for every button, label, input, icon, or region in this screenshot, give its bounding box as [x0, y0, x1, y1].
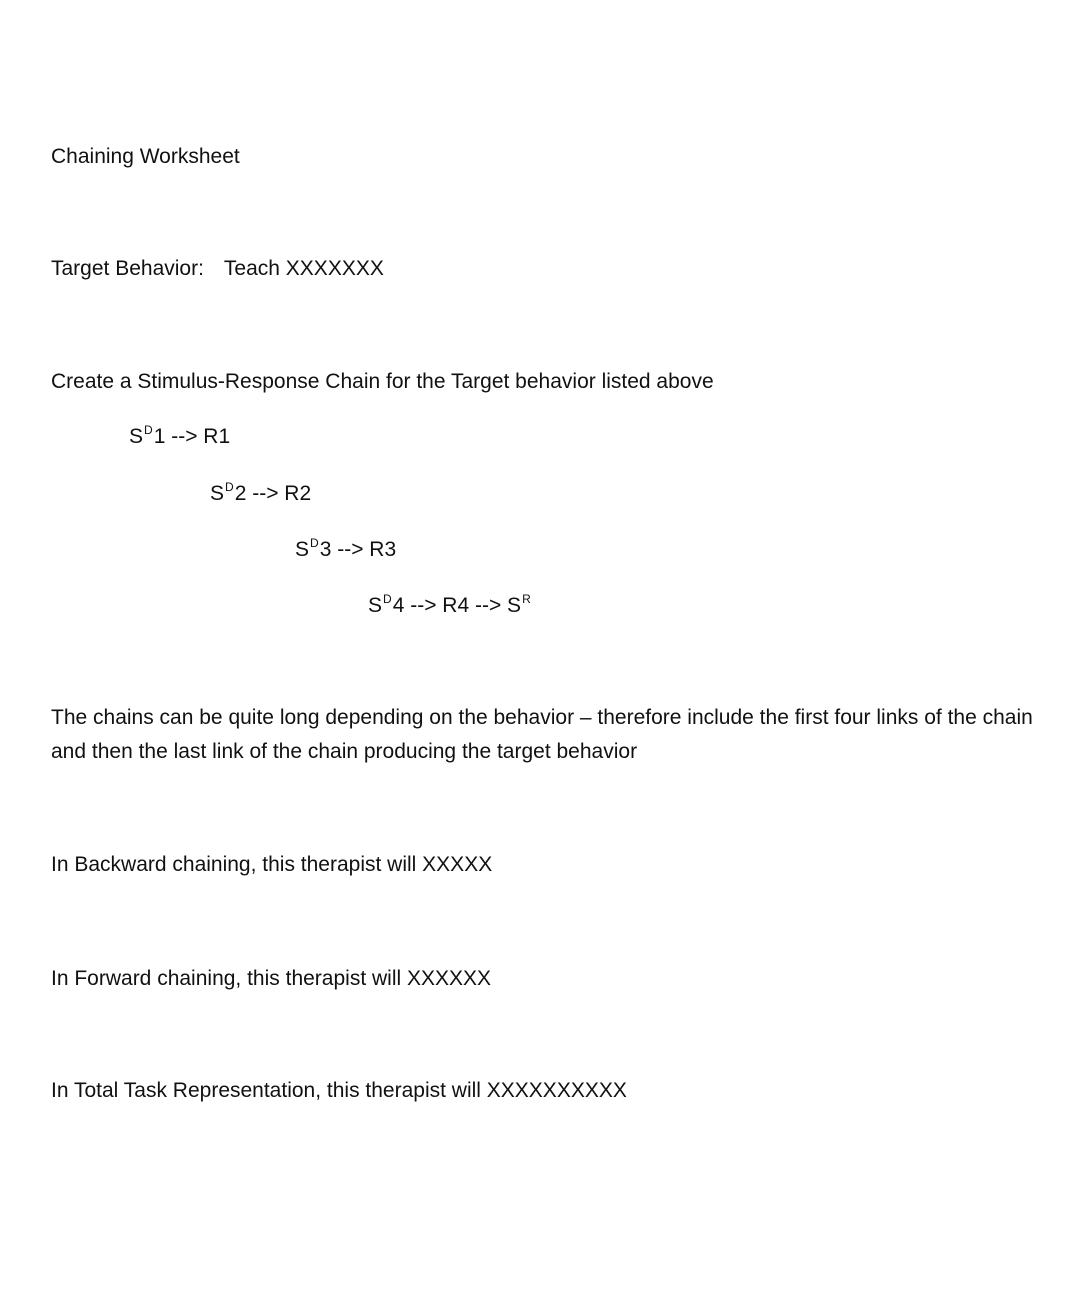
target-behavior-row	[51, 255, 384, 283]
total-task-text: In Total Task Representation, this therapist will XXXXXXXXXX	[51, 1079, 627, 1102]
chain-link-1: $S^D1$ --> R1	[129, 423, 231, 448]
forward-chaining-text: In Forward chaining, this therapist will XXXXXX	[51, 967, 492, 990]
chain-link-3: $S^D3$ --> R3	[295, 536, 397, 561]
worksheet-title: Chaining Worksheet	[51, 145, 240, 168]
chain-instruction: Create a Stimulus-Response Chain for the Target behavior listed above	[51, 370, 714, 393]
target-behavior-value: Teach XXXXXXX	[223, 257, 384, 280]
chain-length-note: The chains can be quite long depending on the behavior – therefore include the first four links of the chain and then the last link of the chain producing the target behavior	[51, 706, 1033, 763]
chain-link-4: $S^D4$ --> R4 --> $S^R$	[368, 592, 531, 617]
backward-chaining-text: In Backward chaining, this therapist will XXXXX	[51, 853, 493, 876]
target-behavior-label: Target Behavior:	[51, 257, 204, 280]
chain-link-2: $S^D2$ --> R2	[210, 480, 312, 505]
